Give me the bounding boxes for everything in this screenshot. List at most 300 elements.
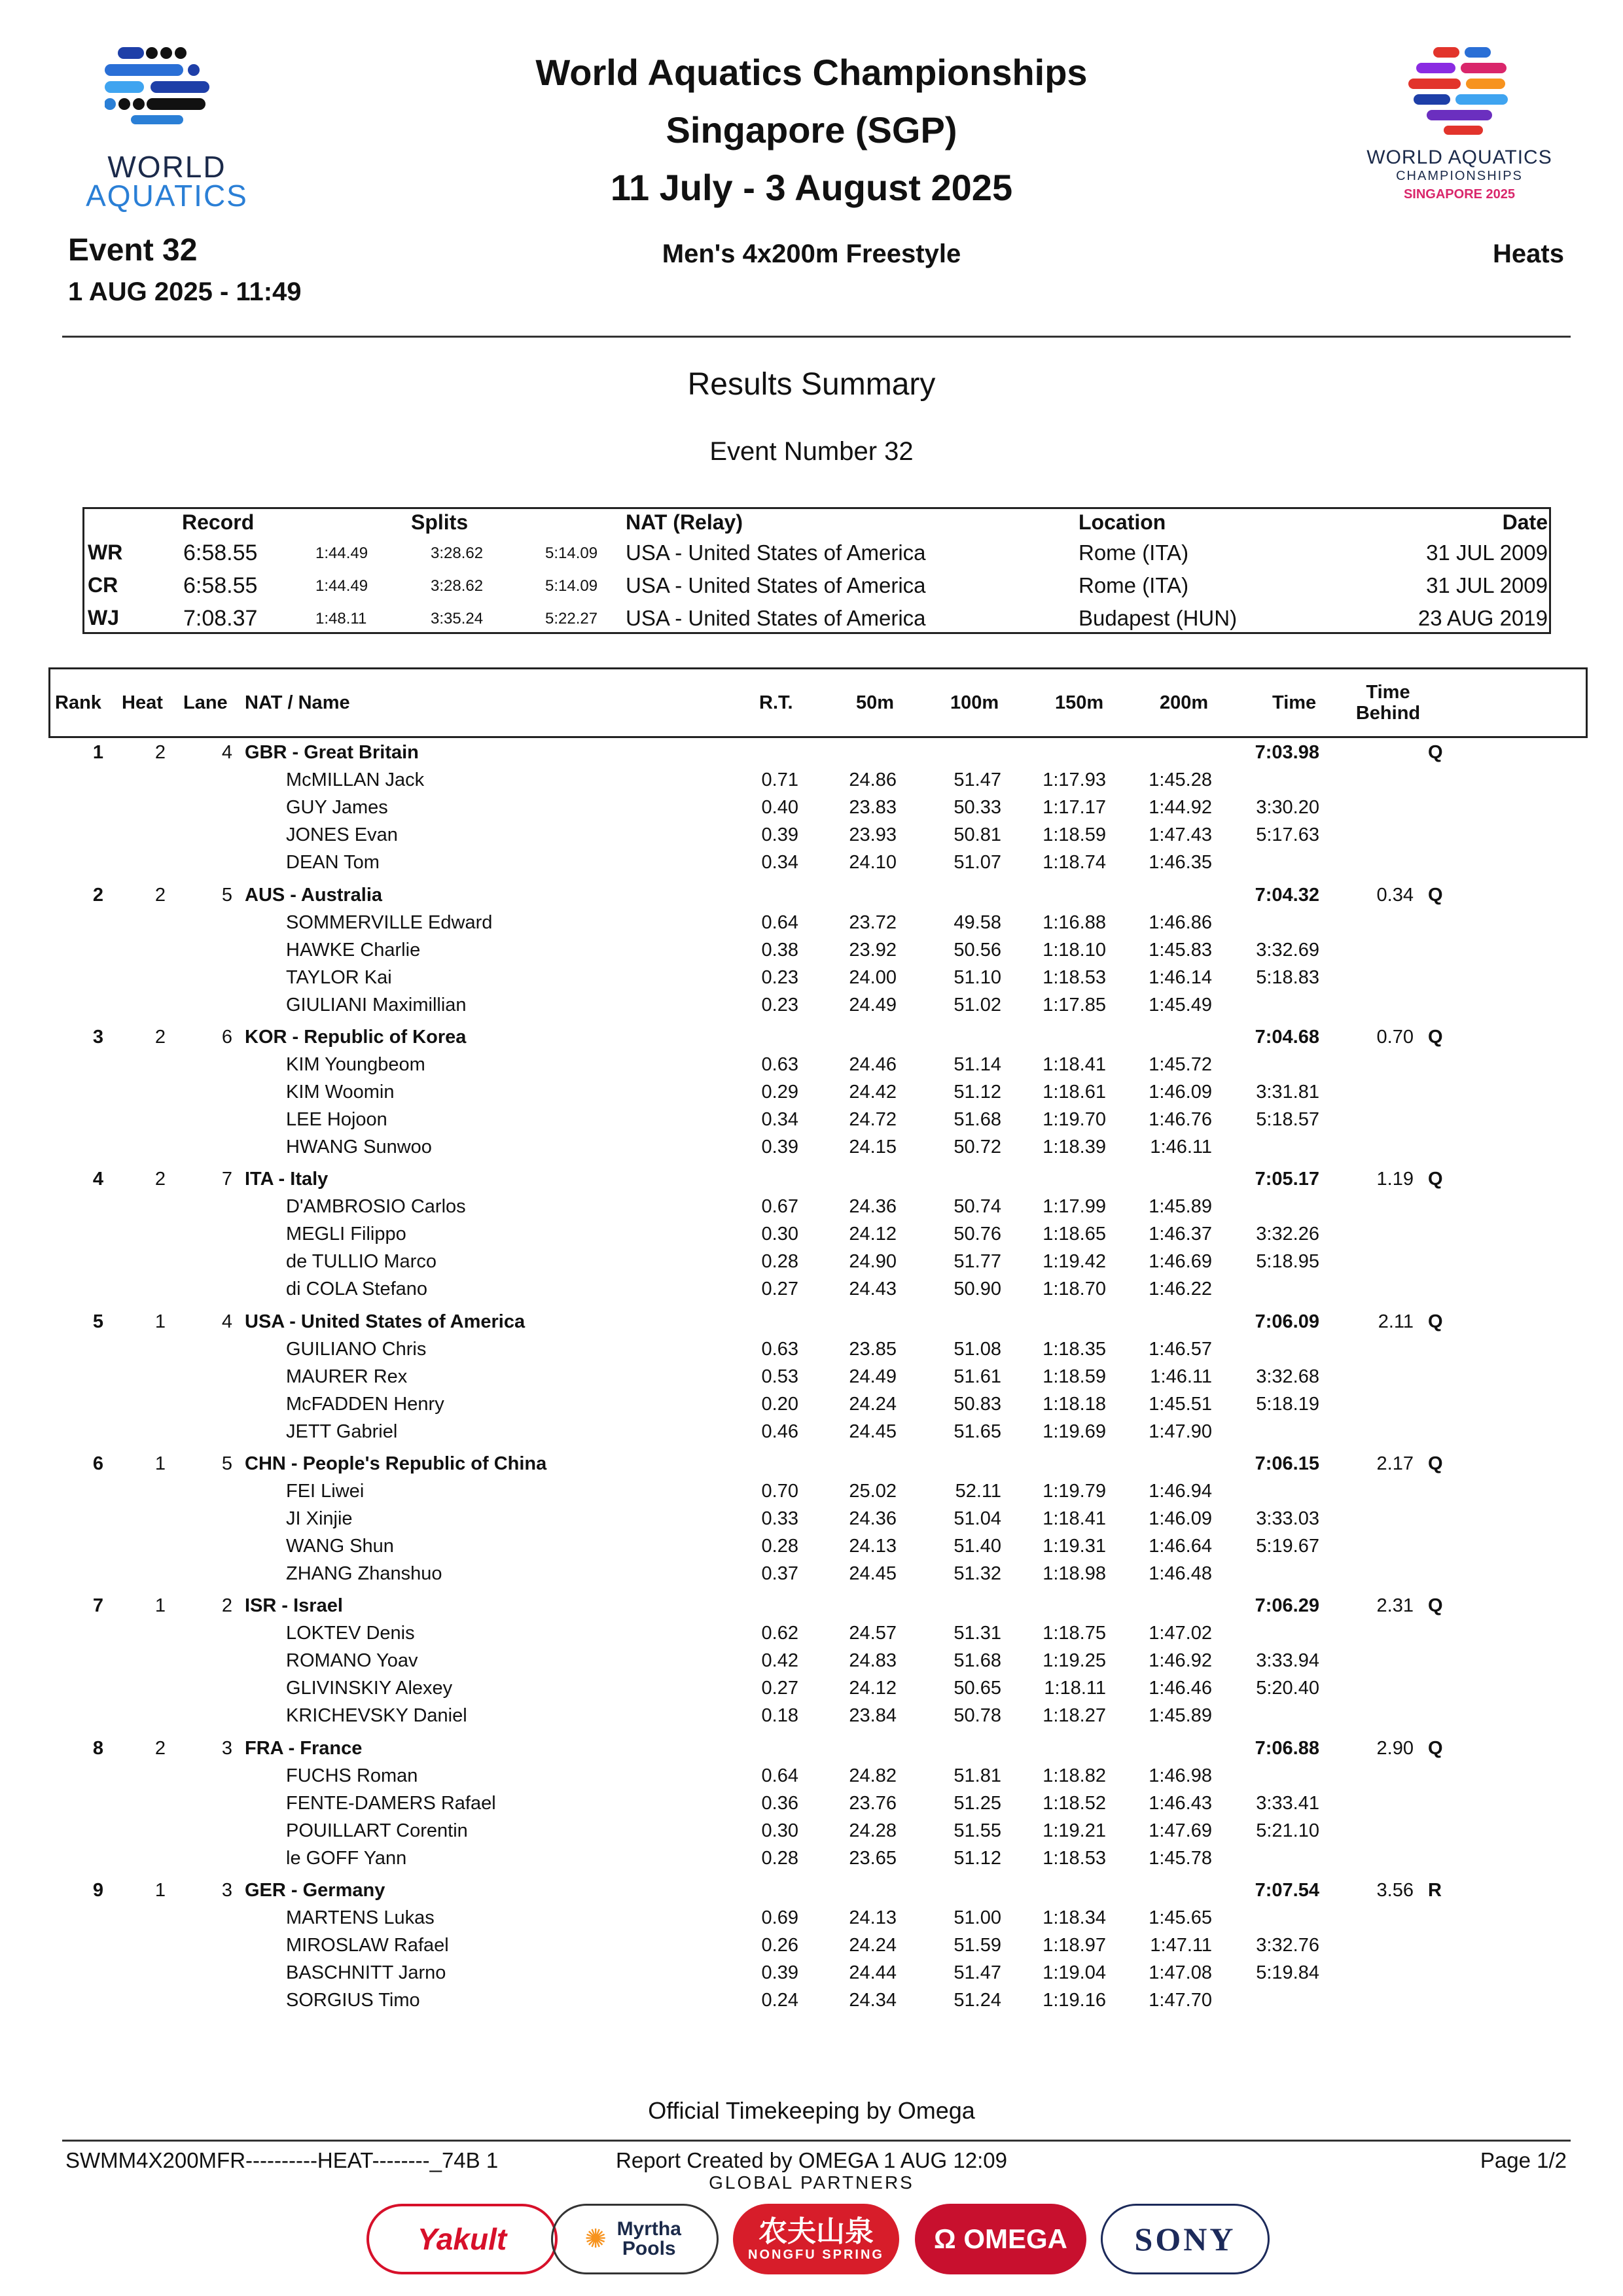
- result-time-behind: 2.11: [1378, 1311, 1414, 1332]
- swimmer-split-150m: 1:18.59: [1043, 1366, 1106, 1387]
- swimmer-split-200m: 1:45.89: [1149, 1705, 1212, 1726]
- swimmer-name: TAYLOR Kai: [286, 967, 392, 988]
- swimmer-split-50m: 24.28: [849, 1820, 897, 1841]
- sun-icon: ✺: [584, 2225, 607, 2253]
- record-split-2: 3:28.62: [431, 577, 484, 595]
- wa-logo-word-aquatics: AQUATICS: [86, 179, 248, 213]
- results-summary-heading: Results Summary: [687, 367, 936, 402]
- swimmer-name: le GOFF Yann: [286, 1848, 407, 1869]
- swimmer-reaction-time: 0.38: [761, 940, 798, 961]
- result-lane: 5: [221, 885, 232, 906]
- swimmer-split-100m: 51.81: [954, 1765, 1001, 1786]
- result-qualification: Q: [1428, 1169, 1443, 1190]
- swimmer-split-100m: 52.11: [955, 1481, 1001, 1502]
- swimmer-split-100m: 50.81: [954, 824, 1001, 845]
- swimmer-split-100m: 51.68: [954, 1650, 1001, 1671]
- col-header-time: Time: [1272, 692, 1317, 713]
- swimmer-reaction-time: 0.23: [761, 995, 798, 1016]
- result-heat: 1: [154, 1595, 166, 1616]
- swimmer-reaction-time: 0.64: [761, 1765, 798, 1786]
- swimmer-cumulative-time: 5:17.63: [1256, 824, 1319, 845]
- result-time: 7:06.29: [1255, 1595, 1319, 1616]
- swimmer-split-100m: 51.61: [954, 1366, 1001, 1387]
- swimmer-split-200m: 1:47.02: [1149, 1623, 1212, 1644]
- record-split-1: 1:44.49: [315, 544, 368, 562]
- swimmer-split-50m: 25.02: [849, 1481, 897, 1502]
- partner-sony-logo: [1101, 2204, 1270, 2274]
- swimmer-name: GUY James: [286, 797, 388, 818]
- swimmer-split-100m: 50.56: [954, 940, 1001, 961]
- swimmer-name: JETT Gabriel: [286, 1421, 398, 1442]
- swimmer-reaction-time: 0.34: [761, 852, 798, 873]
- result-heat: 2: [154, 1169, 166, 1190]
- result-lane: 4: [221, 1311, 232, 1332]
- swimmer-cumulative-time: 5:21.10: [1256, 1820, 1319, 1841]
- swimmer-cumulative-time: 3:32.68: [1256, 1366, 1319, 1387]
- col-header-rt: R.T.: [759, 692, 793, 713]
- swimmer-split-50m: 23.92: [849, 940, 897, 961]
- swimmer-split-100m: 50.33: [954, 797, 1001, 818]
- swimmer-split-200m: 1:46.98: [1149, 1765, 1212, 1786]
- swimmer-name: BASCHNITT Jarno: [286, 1962, 446, 1983]
- swimmer-cumulative-time: 3:31.81: [1256, 1082, 1319, 1103]
- result-lane: 5: [221, 1453, 232, 1474]
- result-rank: 2: [92, 885, 104, 906]
- swimmer-cumulative-time: 3:33.03: [1256, 1508, 1319, 1529]
- swimmer-split-200m: 1:46.57: [1149, 1339, 1212, 1360]
- swimmer-split-50m: 24.45: [849, 1563, 897, 1584]
- record-split-3: 5:14.09: [545, 544, 598, 562]
- swimmer-split-100m: 51.12: [954, 1848, 1001, 1869]
- swimmer-split-150m: 1:19.25: [1043, 1650, 1106, 1671]
- swimmer-split-50m: 24.36: [849, 1196, 897, 1217]
- result-heat: 1: [154, 1453, 166, 1474]
- swimmer-cumulative-time: 5:18.95: [1256, 1251, 1319, 1272]
- swimmer-split-100m: 51.31: [954, 1623, 1001, 1644]
- swimmer-split-150m: 1:18.41: [1043, 1054, 1106, 1075]
- result-qualification: Q: [1428, 1595, 1443, 1616]
- partner-omega-text: Ω OMEGA: [933, 2223, 1067, 2254]
- swimmer-split-150m: 1:18.53: [1043, 967, 1106, 988]
- record-split-2: 3:28.62: [431, 544, 484, 562]
- swimmer-split-100m: 50.78: [954, 1705, 1001, 1726]
- champs-logo-title: WORLD AQUATICS: [1366, 147, 1552, 168]
- swimmer-name: WANG Shun: [286, 1536, 394, 1557]
- swimmer-reaction-time: 0.39: [761, 824, 798, 845]
- swimmer-split-150m: 1:18.61: [1043, 1082, 1106, 1103]
- col-header-time-behind-2: Behind: [1355, 703, 1421, 724]
- swimmer-cumulative-time: 5:18.83: [1256, 967, 1319, 988]
- swimmer-reaction-time: 0.34: [761, 1109, 798, 1130]
- swimmer-name: ZHANG Zhanshuo: [286, 1563, 442, 1584]
- swimmer-split-150m: 1:18.97: [1043, 1935, 1106, 1956]
- partner-yakult-logo: [366, 2204, 558, 2274]
- swimmer-split-50m: 23.93: [849, 824, 897, 845]
- swimmer-split-150m: 1:17.85: [1043, 995, 1106, 1016]
- swimmer-name: KIM Youngbeom: [286, 1054, 425, 1075]
- swimmer-name: FUCHS Roman: [286, 1765, 418, 1786]
- swimmer-reaction-time: 0.33: [761, 1508, 798, 1529]
- swimmer-reaction-time: 0.69: [761, 1907, 798, 1928]
- swimmer-split-200m: 1:47.70: [1149, 1990, 1212, 2011]
- swimmer-split-50m: 24.45: [849, 1421, 897, 1442]
- record-time: 6:58.55: [183, 573, 258, 598]
- result-time: 7:06.15: [1255, 1453, 1319, 1474]
- swimmer-split-150m: 1:18.41: [1043, 1508, 1106, 1529]
- swimmer-split-200m: 1:46.46: [1149, 1678, 1212, 1699]
- partner-sony-text: SONY: [1134, 2221, 1236, 2257]
- swimmer-split-50m: 24.90: [849, 1251, 897, 1272]
- header-divider: [62, 336, 1571, 338]
- swimmer-split-50m: 24.82: [849, 1765, 897, 1786]
- record-split-3: 5:22.27: [545, 610, 598, 627]
- report-code: SWMM4X200MFR----------HEAT--------_74B 1: [65, 2148, 499, 2172]
- record-date: 31 JUL 2009: [1426, 540, 1548, 565]
- record-time: 6:58.55: [183, 540, 258, 565]
- swimmer-split-50m: 24.49: [849, 995, 897, 1016]
- result-heat: 2: [154, 885, 166, 906]
- event-number-label: Event 32: [68, 233, 198, 268]
- swimmer-split-150m: 1:18.27: [1043, 1705, 1106, 1726]
- swimmer-split-100m: 51.10: [954, 967, 1001, 988]
- result-team: GBR - Great Britain: [245, 742, 419, 763]
- swimmer-split-150m: 1:18.98: [1043, 1563, 1106, 1584]
- swimmer-split-100m: 50.74: [954, 1196, 1001, 1217]
- swimmer-split-100m: 51.08: [954, 1339, 1001, 1360]
- col-header-time-behind-1: Time: [1366, 682, 1410, 703]
- record-location: Budapest (HUN): [1079, 606, 1238, 630]
- result-team: GER - Germany: [245, 1880, 385, 1901]
- swimmer-split-50m: 24.12: [849, 1224, 897, 1245]
- records-header-record: Record: [182, 510, 255, 534]
- result-rank: 1: [92, 742, 104, 763]
- result-qualification: Q: [1428, 1738, 1443, 1759]
- swimmer-split-150m: 1:19.16: [1043, 1990, 1106, 2011]
- result-rank: 5: [92, 1311, 104, 1332]
- swimmer-split-200m: 1:45.89: [1149, 1196, 1212, 1217]
- swimmer-reaction-time: 0.27: [761, 1279, 798, 1299]
- record-nat: USA - United States of America: [626, 573, 926, 597]
- col-header-lane: Lane: [183, 692, 228, 713]
- partner-omega-logo: [915, 2204, 1086, 2274]
- swimmer-split-100m: 51.65: [954, 1421, 1001, 1442]
- swimmer-reaction-time: 0.37: [761, 1563, 798, 1584]
- result-time-behind: 2.17: [1376, 1453, 1414, 1474]
- swimmer-name: MAURER Rex: [286, 1366, 408, 1387]
- champs-logo-location: SINGAPORE 2025: [1403, 187, 1516, 202]
- swimmer-split-200m: 1:45.49: [1149, 995, 1212, 1016]
- swimmer-split-50m: 24.00: [849, 967, 897, 988]
- swimmer-reaction-time: 0.23: [761, 967, 798, 988]
- swimmer-split-200m: 1:47.43: [1149, 824, 1212, 845]
- swimmer-name: SOMMERVILLE Edward: [286, 912, 493, 933]
- swimmer-split-200m: 1:47.69: [1149, 1820, 1212, 1841]
- swimmer-split-150m: 1:19.69: [1043, 1421, 1106, 1442]
- swimmer-split-200m: 1:46.43: [1149, 1793, 1212, 1814]
- swimmer-split-200m: 1:46.11: [1150, 1366, 1212, 1387]
- swimmer-split-150m: 1:18.53: [1043, 1848, 1106, 1869]
- record-code: WJ: [88, 606, 119, 629]
- swimmer-reaction-time: 0.28: [761, 1848, 798, 1869]
- championship-dates: 11 July - 3 August 2025: [610, 167, 1013, 208]
- swimmer-cumulative-time: 3:32.76: [1256, 1935, 1319, 1956]
- swimmer-split-150m: 1:19.31: [1043, 1536, 1106, 1557]
- swimmer-split-200m: 1:46.64: [1149, 1536, 1212, 1557]
- record-split-2: 3:35.24: [431, 610, 484, 627]
- result-qualification: Q: [1428, 1027, 1443, 1048]
- col-header-nat-name: NAT / Name: [245, 692, 350, 713]
- swimmer-split-50m: 24.72: [849, 1109, 897, 1130]
- result-qualification: Q: [1428, 885, 1443, 906]
- swimmer-cumulative-time: 3:30.20: [1256, 797, 1319, 818]
- partner-myrtha-logo: [551, 2204, 719, 2274]
- swimmer-name: MIROSLAW Rafael: [286, 1935, 449, 1956]
- swimmer-name: MARTENS Lukas: [286, 1907, 435, 1928]
- result-heat: 1: [154, 1311, 166, 1332]
- swimmer-split-150m: 1:18.11: [1044, 1678, 1106, 1699]
- swimmer-reaction-time: 0.40: [761, 797, 798, 818]
- records-header-nat: NAT (Relay): [626, 510, 743, 534]
- result-lane: 7: [221, 1169, 232, 1190]
- swimmer-split-100m: 50.90: [954, 1279, 1001, 1299]
- result-lane: 3: [221, 1738, 232, 1759]
- swimmer-name: MEGLI Filippo: [286, 1224, 406, 1245]
- result-time: 7:03.98: [1255, 742, 1319, 763]
- result-rank: 4: [92, 1169, 104, 1190]
- swimmer-reaction-time: 0.28: [761, 1251, 798, 1272]
- swimmer-split-50m: 24.34: [849, 1990, 897, 2011]
- swimmer-split-50m: 23.72: [849, 912, 897, 933]
- result-team: USA - United States of America: [245, 1311, 526, 1332]
- partner-nongfu-cn: 农夫山泉: [758, 2215, 874, 2248]
- swimmer-split-100m: 51.24: [954, 1990, 1001, 2011]
- swimmer-reaction-time: 0.18: [761, 1705, 798, 1726]
- swimmer-split-150m: 1:18.52: [1043, 1793, 1106, 1814]
- swimmer-split-200m: 1:46.94: [1149, 1481, 1212, 1502]
- result-time-behind: 0.34: [1376, 885, 1414, 906]
- swimmer-name: JONES Evan: [286, 824, 398, 845]
- swimmer-split-50m: 23.76: [849, 1793, 897, 1814]
- swimmer-split-100m: 51.12: [954, 1082, 1001, 1103]
- swimmer-split-150m: 1:17.99: [1043, 1196, 1106, 1217]
- swimmer-split-100m: 51.07: [954, 852, 1001, 873]
- swimmer-split-200m: 1:45.65: [1149, 1907, 1212, 1928]
- swimmer-split-50m: 24.24: [849, 1935, 897, 1956]
- swimmer-split-150m: 1:17.93: [1043, 769, 1106, 790]
- swimmer-name: GIULIANI Maximillian: [286, 995, 467, 1016]
- swimmer-name: ROMANO Yoav: [286, 1650, 418, 1671]
- swimmer-split-100m: 51.32: [954, 1563, 1001, 1584]
- swimmer-split-100m: 51.00: [954, 1907, 1001, 1928]
- swimmer-split-200m: 1:46.11: [1150, 1137, 1212, 1157]
- swimmer-split-150m: 1:18.34: [1043, 1907, 1106, 1928]
- swimmer-reaction-time: 0.70: [761, 1481, 798, 1502]
- swimmer-split-200m: 1:46.37: [1149, 1224, 1212, 1245]
- championship-title: World Aquatics Championships: [535, 52, 1088, 93]
- swimmer-split-100m: 49.58: [954, 912, 1001, 933]
- records-header-date: Date: [1502, 510, 1548, 534]
- result-team: CHN - People's Republic of China: [245, 1453, 547, 1474]
- result-heat: 2: [154, 1738, 166, 1759]
- swimmer-split-150m: 1:18.75: [1043, 1623, 1106, 1644]
- swimmer-split-50m: 24.83: [849, 1650, 897, 1671]
- result-qualification: Q: [1428, 1453, 1443, 1474]
- swimmer-split-200m: 1:46.76: [1149, 1109, 1212, 1130]
- swimmer-reaction-time: 0.46: [761, 1421, 798, 1442]
- swimmer-name: FEI Liwei: [286, 1481, 365, 1502]
- swimmer-name: de TULLIO Marco: [286, 1251, 437, 1272]
- event-name: Men's 4x200m Freestyle: [662, 239, 961, 268]
- swimmer-reaction-time: 0.64: [761, 912, 798, 933]
- swimmer-split-50m: 24.10: [849, 852, 897, 873]
- swimmer-name: SORGIUS Timo: [286, 1990, 420, 2011]
- swimmer-reaction-time: 0.30: [761, 1224, 798, 1245]
- result-rank: 9: [92, 1880, 104, 1901]
- swimmer-split-150m: 1:18.74: [1043, 852, 1106, 873]
- result-time-behind: 2.90: [1376, 1738, 1414, 1759]
- col-header-rank: Rank: [55, 692, 101, 713]
- result-heat: 2: [154, 1027, 166, 1048]
- result-qualification: Q: [1428, 1311, 1443, 1332]
- event-number-heading: Event Number 32: [709, 437, 914, 466]
- swimmer-split-100m: 51.55: [954, 1820, 1001, 1841]
- swimmer-split-150m: 1:18.10: [1043, 940, 1106, 961]
- swimmer-cumulative-time: 5:18.19: [1256, 1394, 1319, 1415]
- swimmer-split-200m: 1:44.92: [1149, 797, 1212, 818]
- record-split-1: 1:48.11: [315, 610, 367, 627]
- swimmer-name: HWANG Sunwoo: [286, 1137, 432, 1157]
- swimmer-split-50m: 24.44: [849, 1962, 897, 1983]
- result-team: AUS - Australia: [245, 885, 383, 906]
- swimmer-split-50m: 24.15: [849, 1137, 897, 1157]
- result-time: 7:04.68: [1255, 1027, 1319, 1048]
- swimmer-reaction-time: 0.29: [761, 1082, 798, 1103]
- swimmer-split-100m: 50.65: [954, 1678, 1001, 1699]
- swimmer-split-150m: 1:17.17: [1043, 797, 1106, 818]
- result-time: 7:05.17: [1255, 1169, 1319, 1190]
- col-header-50m: 50m: [856, 692, 895, 713]
- swimmer-split-50m: 24.24: [849, 1394, 897, 1415]
- record-date: 31 JUL 2009: [1426, 573, 1548, 597]
- result-lane: 6: [221, 1027, 232, 1048]
- swimmer-reaction-time: 0.63: [761, 1339, 798, 1360]
- swimmer-split-100m: 51.02: [954, 995, 1001, 1016]
- record-time: 7:08.37: [183, 606, 258, 631]
- swimmer-split-200m: 1:46.69: [1149, 1251, 1212, 1272]
- result-lane: 3: [221, 1880, 232, 1901]
- swimmer-split-150m: 1:18.70: [1043, 1279, 1106, 1299]
- result-time: 7:06.88: [1255, 1738, 1319, 1759]
- swimmer-reaction-time: 0.42: [761, 1650, 798, 1671]
- swimmer-split-200m: 1:45.72: [1149, 1054, 1212, 1075]
- swimmer-reaction-time: 0.71: [761, 769, 798, 790]
- swimmer-split-50m: 24.36: [849, 1508, 897, 1529]
- swimmer-split-100m: 51.14: [954, 1054, 1001, 1075]
- result-rank: 8: [92, 1738, 104, 1759]
- swimmer-split-150m: 1:18.18: [1043, 1394, 1106, 1415]
- records-header-location: Location: [1079, 510, 1166, 534]
- swimmer-split-200m: 1:46.14: [1149, 967, 1212, 988]
- swimmer-split-200m: 1:45.28: [1149, 769, 1212, 790]
- swimmer-split-200m: 1:46.86: [1149, 912, 1212, 933]
- swimmer-split-100m: 51.77: [954, 1251, 1001, 1272]
- swimmer-name: KIM Woomin: [286, 1082, 395, 1103]
- swimmer-split-100m: 50.72: [954, 1137, 1001, 1157]
- swimmer-name: McFADDEN Henry: [286, 1394, 444, 1415]
- result-team: ITA - Italy: [245, 1169, 329, 1190]
- swimmer-split-100m: 51.40: [954, 1536, 1001, 1557]
- record-split-1: 1:44.49: [315, 577, 368, 595]
- result-time-behind: 2.31: [1376, 1595, 1414, 1616]
- swimmer-reaction-time: 0.20: [761, 1394, 798, 1415]
- result-team: KOR - Republic of Korea: [245, 1027, 467, 1048]
- swimmer-name: FENTE-DAMERS Rafael: [286, 1793, 496, 1814]
- swimmer-split-150m: 1:16.88: [1043, 912, 1106, 933]
- swimmer-split-150m: 1:19.21: [1043, 1820, 1106, 1841]
- col-header-100m: 100m: [950, 692, 999, 713]
- swimmer-cumulative-time: 3:33.94: [1256, 1650, 1319, 1671]
- swimmer-reaction-time: 0.36: [761, 1793, 798, 1814]
- swimmer-split-100m: 51.59: [954, 1935, 1001, 1956]
- swimmer-cumulative-time: 5:20.40: [1256, 1678, 1319, 1699]
- swimmer-cumulative-time: 3:32.69: [1256, 940, 1319, 961]
- timekeeping-credit: Official Timekeeping by Omega: [648, 2097, 975, 2124]
- swimmer-split-200m: 1:45.78: [1149, 1848, 1212, 1869]
- swimmer-cumulative-time: 5:19.84: [1256, 1962, 1319, 1983]
- result-time-behind: 0.70: [1376, 1027, 1414, 1048]
- swimmer-split-100m: 51.68: [954, 1109, 1001, 1130]
- result-time: 7:07.54: [1255, 1880, 1319, 1901]
- swimmer-name: D'AMBROSIO Carlos: [286, 1196, 466, 1217]
- result-time-behind: 1.19: [1376, 1169, 1414, 1190]
- swimmer-split-150m: 1:18.39: [1043, 1137, 1106, 1157]
- swimmer-split-50m: 23.84: [849, 1705, 897, 1726]
- swimmer-split-200m: 1:47.11: [1150, 1935, 1212, 1956]
- world-aquatics-logo-icon: [105, 46, 216, 124]
- swimmer-split-200m: 1:45.83: [1149, 940, 1212, 961]
- swimmer-split-100m: 50.76: [954, 1224, 1001, 1245]
- swimmer-split-150m: 1:19.70: [1043, 1109, 1106, 1130]
- swimmer-split-150m: 1:19.42: [1043, 1251, 1106, 1272]
- swimmer-reaction-time: 0.39: [761, 1137, 798, 1157]
- swimmer-split-50m: 24.86: [849, 769, 897, 790]
- swimmer-reaction-time: 0.30: [761, 1820, 798, 1841]
- result-rank: 3: [92, 1027, 104, 1048]
- swimmer-split-200m: 1:46.48: [1149, 1563, 1212, 1584]
- swimmer-split-100m: 51.04: [954, 1508, 1001, 1529]
- swimmer-split-150m: 1:18.35: [1043, 1339, 1106, 1360]
- record-location: Rome (ITA): [1079, 540, 1189, 565]
- swimmer-split-50m: 23.65: [849, 1848, 897, 1869]
- swimmer-split-200m: 1:46.09: [1149, 1508, 1212, 1529]
- result-time: 7:04.32: [1255, 885, 1319, 906]
- swimmer-split-200m: 1:46.35: [1149, 852, 1212, 873]
- wa-logo-word-world: WORLD: [107, 150, 226, 184]
- swimmer-reaction-time: 0.53: [761, 1366, 798, 1387]
- swimmer-split-200m: 1:46.09: [1149, 1082, 1212, 1103]
- report-created: Report Created by OMEGA 1 AUG 12:09: [616, 2148, 1007, 2172]
- result-lane: 4: [221, 742, 232, 763]
- swimmer-reaction-time: 0.26: [761, 1935, 798, 1956]
- swimmer-split-50m: 24.46: [849, 1054, 897, 1075]
- swimmer-name: LEE Hojoon: [286, 1109, 387, 1130]
- swimmer-split-50m: 24.13: [849, 1907, 897, 1928]
- partner-nongfu-logo: [733, 2204, 899, 2274]
- swimmer-split-50m: 24.42: [849, 1082, 897, 1103]
- swimmer-name: GLIVINSKIY Alexey: [286, 1678, 453, 1699]
- swimmer-split-50m: 24.57: [849, 1623, 897, 1644]
- swimmer-split-100m: 51.47: [954, 769, 1001, 790]
